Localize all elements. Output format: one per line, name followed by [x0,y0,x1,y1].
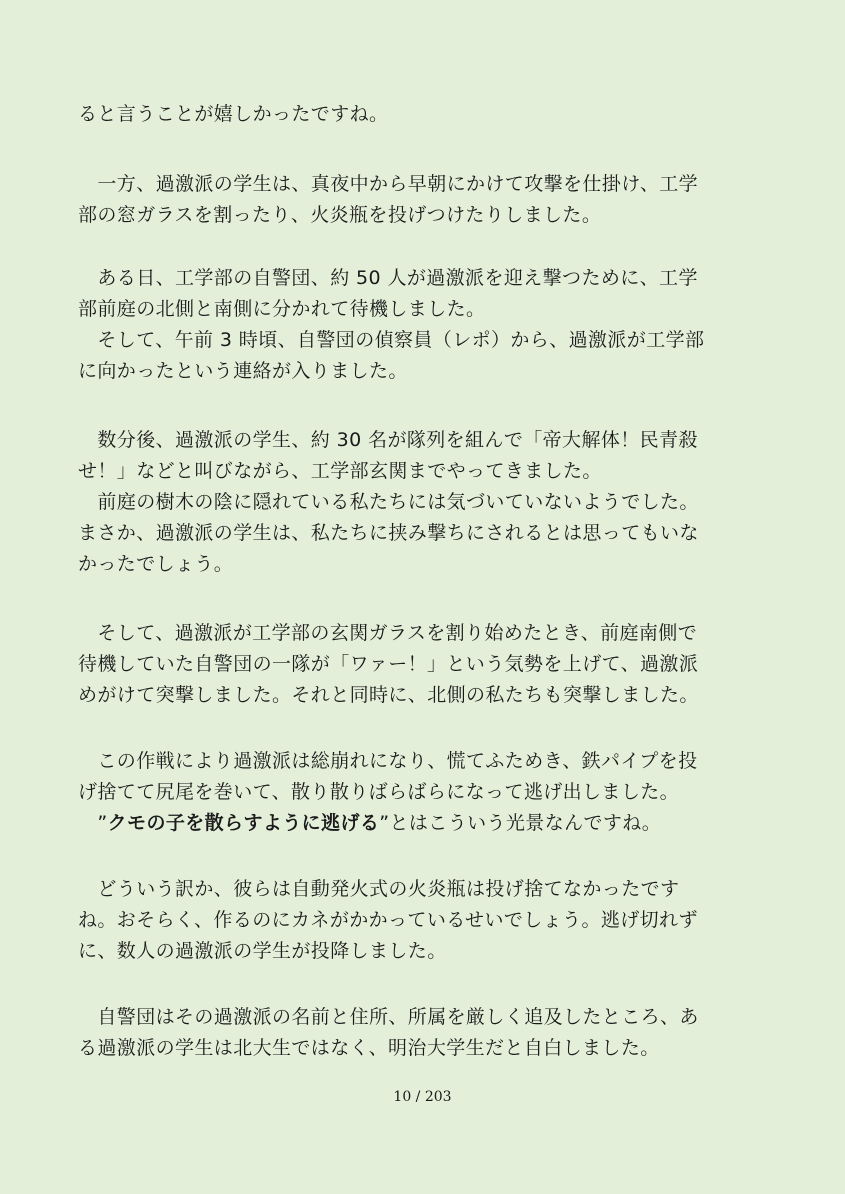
text-line: に、数人の過激派の学生が投降しました。 [78,940,447,962]
text-line: まさか、過激派の学生は、私たちに挟み撃ちにされるとは思ってもいな [78,522,699,544]
text-line: に向かったという連絡が入りました。 [78,360,408,382]
text-line: この作戦により過激派は総崩れになり、慌てふためき、鉄パイプを投 [78,750,698,772]
text-line: 一方、過激派の学生は、真夜中から早朝にかけて攻撃を仕掛け、工学 [78,173,699,195]
text-line: 数分後、過激派の学生、約 30 名が隊列を組んで「帝大解体！民青殺 [78,429,698,451]
page-number: 10 / 203 [393,1089,452,1105]
emphasized-phrase: クモの子を散らすように逃げる [107,812,380,834]
text-line: 自警団はその過激派の名前と住所、所属を厳しく追及したところ、あ [78,1006,699,1028]
text-line: ね。おそらく、作るのにカネがかかっているせいでしょう。逃げ切れず [78,909,698,931]
text-line-with-emphasis [78,811,758,835]
text-line: そして、午前 3 時頃、自警団の偵察員（レポ）から、過激派が工学部 [78,329,705,351]
text-line: げ捨てて尻尾を巻いて、散り散りばらばらになって逃げ出しました。 [78,781,680,803]
text-line: 部の窓ガラスを割ったり、火炎瓶を投げつけたりしました。 [78,204,602,226]
text-line: せ！」などと叫びながら、工学部玄関までやってきました。 [78,460,602,482]
text-line: めがけて突撃しました。それと同時に、北側の私たちも突撃しました。 [78,684,699,706]
text-line: 部前庭の北側と南側に分かれて待機しました。 [78,298,486,320]
text-line: 待機していた自警団の一隊が「ワァー！」という気勢を上げて、過激派 [78,653,699,675]
quote-continuation: ”とはこういう光景なんですね。 [379,812,662,834]
open-quote: ” [78,812,108,834]
text-line: そして、過激派が工学部の玄関ガラスを割り始めたとき、前庭南側で [78,622,698,644]
text-line: る過激派の学生は北大生ではなく、明治大学生だと自白しました。 [78,1037,660,1059]
text-line: かったでしょう。 [78,553,234,575]
text-line: ある日、工学部の自警団、約 50 人が過激派を迎え撃つために、工学 [78,267,698,289]
text-line: 前庭の樹木の陰に隠れている私たちには気づいていないようでした。 [78,491,699,513]
text-line: どういう訳か、彼らは自動発火式の火炎瓶は投げ捨てなかったです [78,878,680,900]
text-line: ると言うことが嬉しかったですね。 [78,103,389,125]
